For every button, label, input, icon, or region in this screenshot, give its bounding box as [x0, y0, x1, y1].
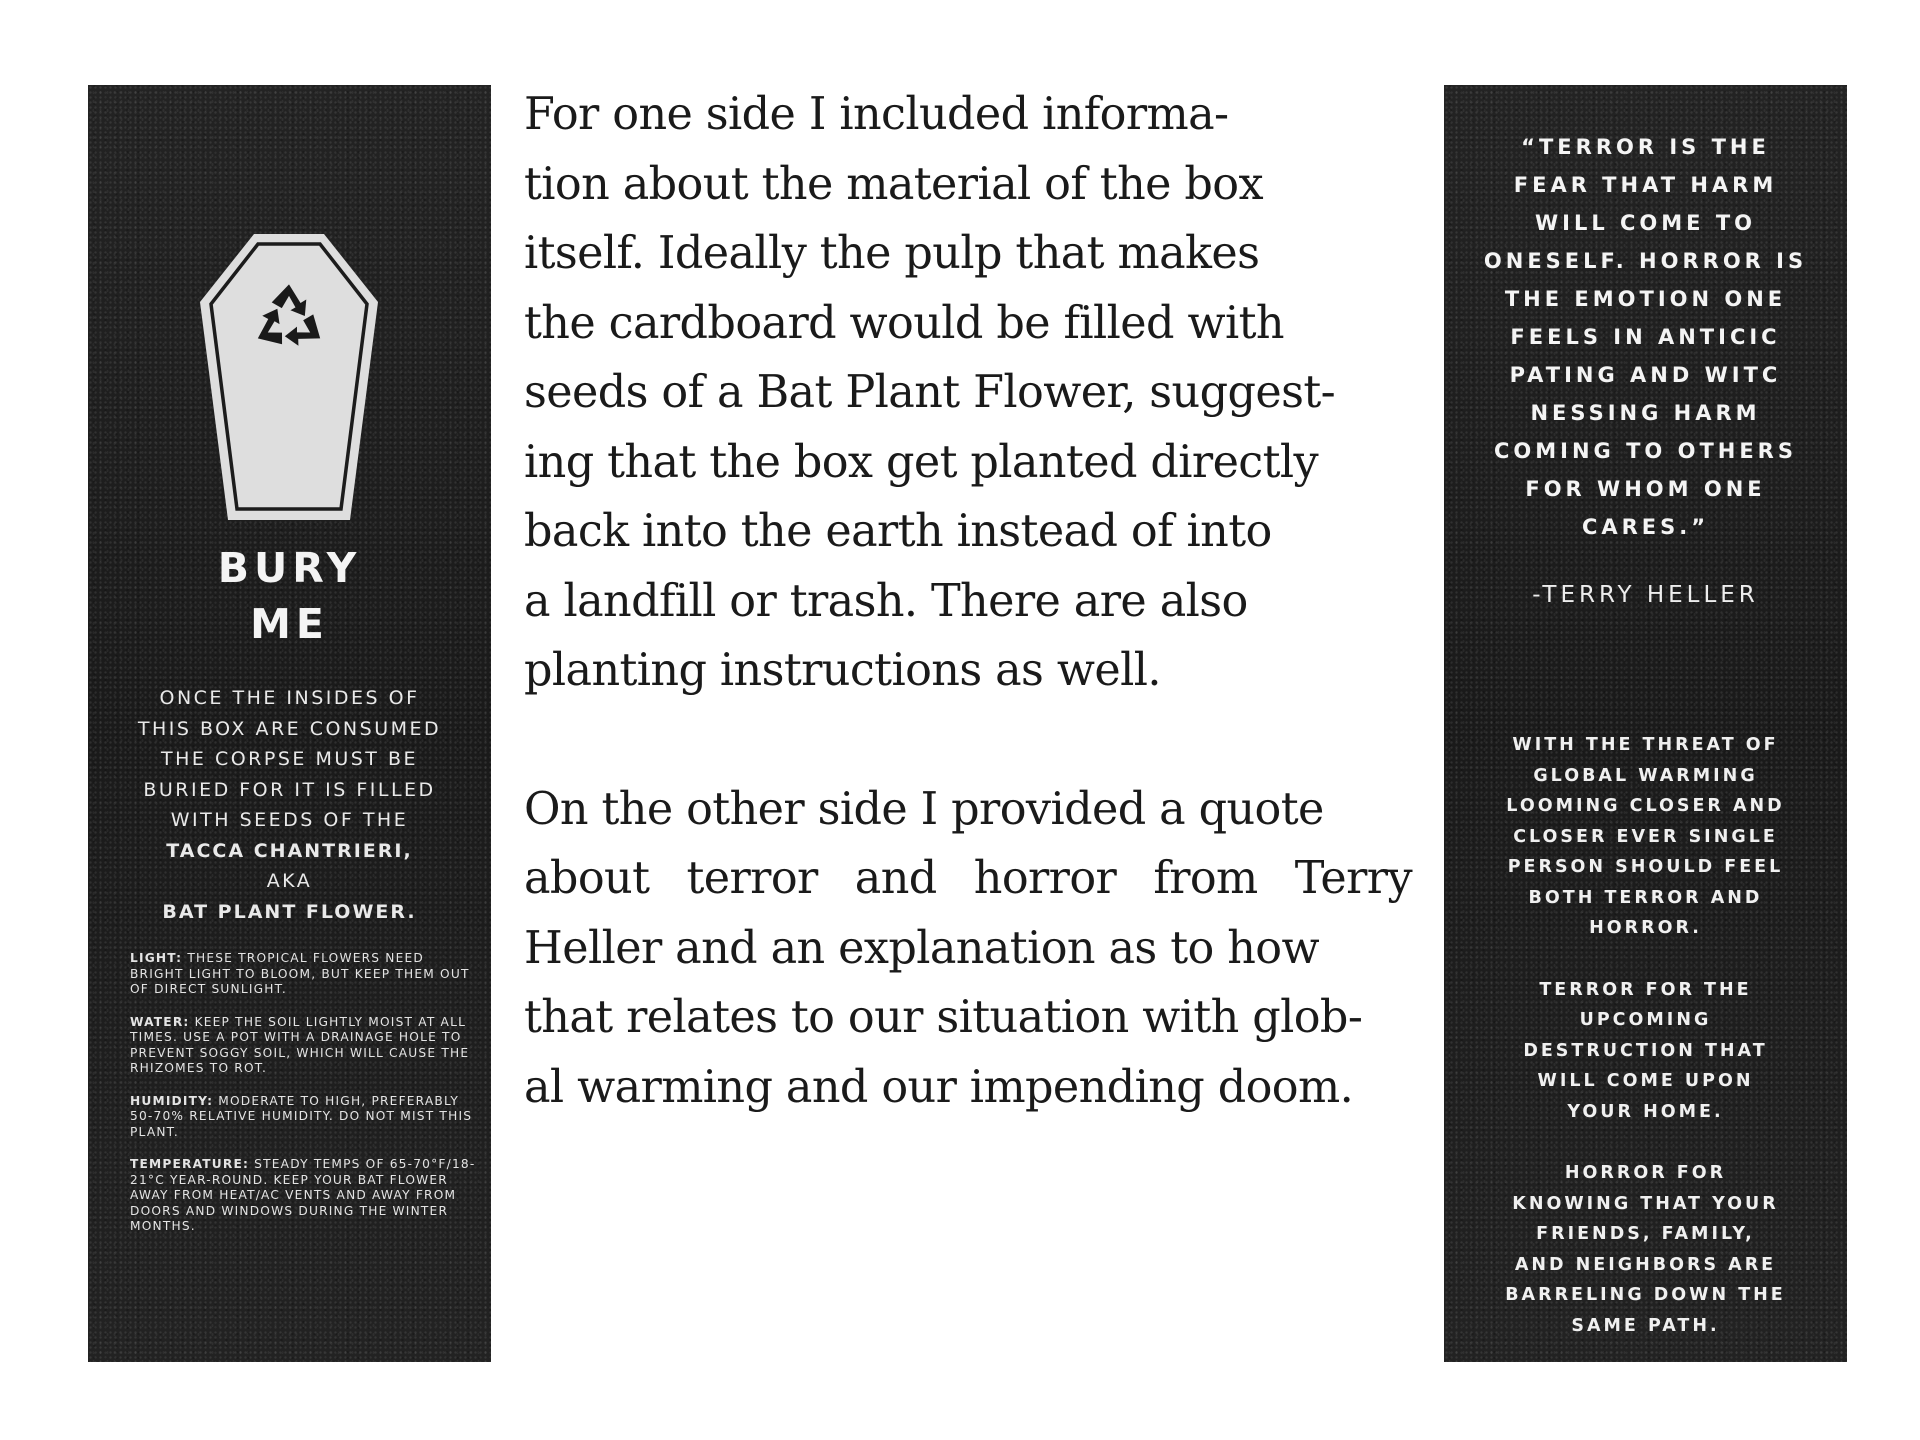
coffin-graphic	[198, 232, 380, 522]
quote-line: FEAR THAT HARM	[1513, 173, 1778, 197]
warming-line: CLOSER EVER SINGLE	[1513, 826, 1778, 847]
left-box-panel	[88, 85, 491, 1362]
text-line: al warming and our impending doom.	[524, 1061, 1354, 1113]
warming-line: FRIENDS, FAMILY,	[1536, 1224, 1755, 1244]
care-text: STEADY TEMPS OF 65-70°F/18-21°C YEAR-ROUND. KEEP YOUR BAT FLOWER AWAY FROM HEAT/AC VENTS AND AWAY FROM DOORS AND WINDOWS DURING THE WINTER MONTHS.	[130, 1157, 476, 1233]
text-line: On the other side I provided a quote	[524, 783, 1324, 835]
intro-line: ONCE THE INSIDES OF	[159, 687, 420, 709]
text-line: a landfill or trash. There are also	[524, 575, 1248, 627]
warming-line: SAME PATH.	[1571, 1315, 1720, 1336]
text-line: For one side I included informa-	[524, 89, 1229, 140]
intro-line: WITH SEEDS OF THE	[170, 809, 409, 831]
warming-line: HORROR FOR	[1564, 1163, 1727, 1183]
warming-line: PERSON SHOULD FEEL	[1507, 857, 1784, 877]
quote-line: COMING TO OTHERS	[1494, 439, 1797, 463]
intro-line: AKA	[266, 870, 313, 892]
recycle-icon	[253, 280, 325, 352]
text-line: about terror and horror from Terry	[524, 853, 1412, 904]
care-water	[130, 1015, 477, 1077]
warming-line: UPCOMING	[1579, 1010, 1712, 1030]
warming-line: GLOBAL WARMING	[1533, 765, 1758, 786]
warming-line: WITH THE THREAT OF	[1512, 735, 1779, 755]
terror-quote	[1460, 128, 1831, 546]
plant-common-name: BAT PLANT FLOWER.	[162, 900, 417, 923]
warming-line: HORROR.	[1589, 918, 1702, 938]
warming-line: LOOMING CLOSER AND	[1506, 796, 1785, 816]
care-temperature	[130, 1157, 477, 1235]
text-line: tion about the material of the box	[524, 158, 1263, 210]
quote-line: PATING AND WITC	[1509, 363, 1782, 387]
text-line: planting instructions as well.	[524, 645, 1161, 696]
warming-line: YOUR HOME.	[1567, 1101, 1724, 1122]
care-instructions	[130, 951, 477, 1252]
intro-text	[102, 683, 477, 927]
description-text	[524, 80, 1412, 1191]
care-text: KEEP THE SOIL LIGHTLY MOIST AT ALL TIMES. USE A POT WITH A DRAINAGE HOLE TO PREVENT SOGGY SOIL, WHICH WILL CAUSE THE RHIZOMES TO ROT.	[130, 1014, 470, 1075]
intro-line: THIS BOX ARE CONSUMED	[137, 717, 442, 740]
care-text: THESE TROPICAL FLOWERS NEED BRIGHT LIGHT TO BLOOM, BUT KEEP THEM OUT OF DIRECT SUNLIGHT.	[130, 951, 470, 996]
quote-line: FOR WHOM ONE	[1525, 477, 1766, 501]
text-line: that relates to our situation with glob-	[524, 992, 1363, 1043]
quote-line: THE EMOTION ONE	[1504, 287, 1787, 311]
quote-author: -TERRY HELLER	[1532, 582, 1759, 608]
intro-line: THE CORPSE MUST BE	[161, 748, 418, 770]
intro-line: BURIED FOR IT IS FILLED	[143, 778, 436, 801]
care-label: TEMPERATURE:	[130, 1157, 250, 1171]
title-line: BURY	[217, 544, 362, 592]
paragraph-two	[524, 775, 1412, 1123]
quote-line: ONESELF. HORROR IS	[1483, 249, 1808, 273]
warming-line: WILL COME UPON	[1537, 1071, 1754, 1091]
title-line: ME	[250, 600, 329, 648]
right-box-panel	[1444, 85, 1847, 1362]
coffin-icon	[198, 232, 380, 522]
quote-line: “TERROR IS THE	[1521, 135, 1770, 159]
care-label: HUMIDITY:	[130, 1093, 214, 1108]
quote-line: NESSING HARM	[1530, 401, 1761, 425]
warming-paragraph	[1460, 730, 1831, 944]
care-text: MODERATE TO HIGH, PREFERABLY 50-70% RELATIVE HUMIDITY. DO NOT MIST THIS PLANT.	[130, 1093, 473, 1139]
quote-line: CARES.”	[1581, 515, 1710, 539]
text-line: itself. Ideally the pulp that makes	[524, 228, 1260, 279]
warming-line: BARRELING DOWN THE	[1505, 1285, 1786, 1305]
text-line: back into the earth instead of into	[524, 506, 1272, 557]
warming-line: TERROR FOR THE	[1539, 979, 1752, 1000]
warming-line: AND NEIGHBORS ARE	[1514, 1254, 1777, 1275]
warming-paragraph	[1460, 975, 1831, 1128]
care-label: LIGHT:	[130, 951, 183, 965]
warming-line: BOTH TERROR AND	[1528, 887, 1763, 908]
care-light	[130, 951, 477, 998]
global-warming-text	[1460, 730, 1831, 1372]
text-line: ing that the box get planted directly	[524, 436, 1319, 488]
text-line: Heller and an explanation as to how	[524, 922, 1319, 974]
care-humidity	[130, 1094, 477, 1141]
text-line: the cardboard would be filled with	[524, 297, 1284, 349]
warming-line: KNOWING THAT YOUR	[1512, 1193, 1779, 1214]
care-label: WATER:	[130, 1014, 190, 1029]
warming-line: DESTRUCTION THAT	[1523, 1040, 1768, 1061]
paragraph-one	[524, 80, 1412, 706]
quote-line: WILL COME TO	[1534, 211, 1757, 235]
quote-line: FEELS IN ANTICIC	[1510, 325, 1781, 349]
warming-paragraph	[1460, 1158, 1831, 1341]
bury-me-title	[88, 540, 491, 652]
text-line: seeds of a Bat Plant Flower, suggest-	[524, 367, 1336, 418]
plant-name: TACCA CHANTRIERI,	[166, 839, 413, 862]
